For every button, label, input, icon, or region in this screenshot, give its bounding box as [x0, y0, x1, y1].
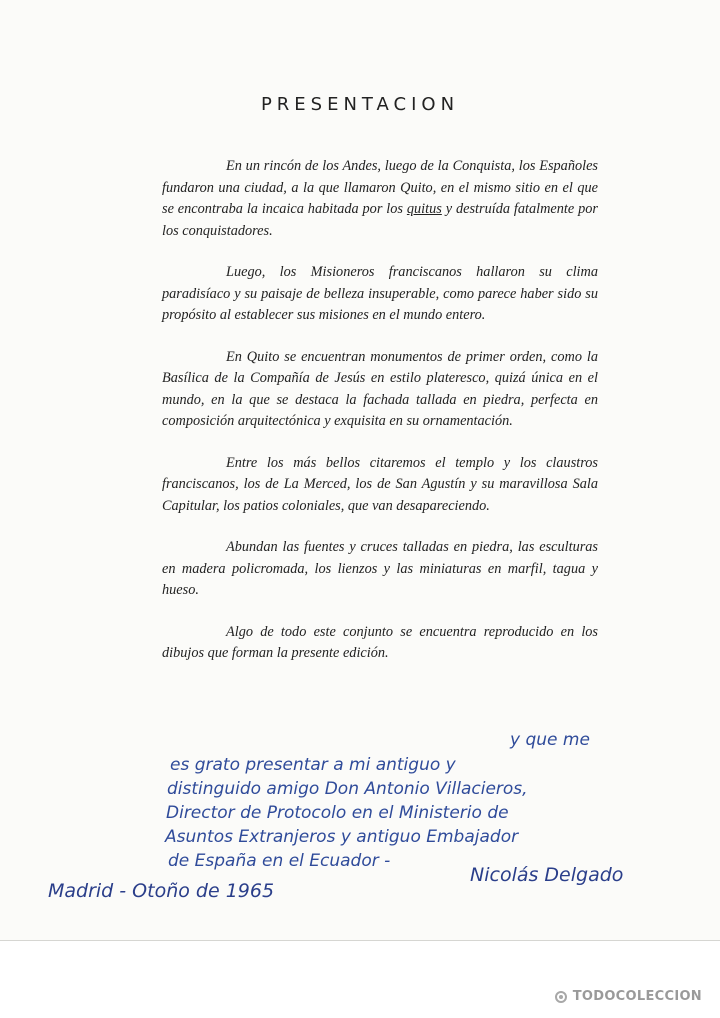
paragraph-1-text-a: En un rincón de los Andes, luego de la Conquista, los Españoles fundaron una ciudad, a la que llamaron Quito, en el mismo sitio en el que se encontraba la incaica habitada por los	[162, 158, 598, 217]
paragraph-2: Luego, los Misioneros franciscanos hallaron su clima paradisíaco y su paisaje de belleza insuperable, como parece haber sido su propósito al establecer sus misiones en el mundo entero.	[162, 264, 598, 323]
handwritten-line-5: Asuntos Extranjeros y antiguo Embajador	[165, 827, 519, 847]
handwritten-line-6: de España en el Ecuador -	[168, 851, 391, 871]
paragraph-1-text-b: y destruída fatalmente por los conquistadores.	[162, 201, 598, 239]
watermark-logo-icon	[555, 991, 567, 1003]
paragraph-5: Abundan las fuentes y cruces talladas en piedra, las esculturas en madera policromada, los lienzos y las miniaturas en marfil, tagua y hueso.	[162, 539, 598, 598]
handwritten-line-2: es grato presentar a mi antiguo y	[170, 755, 456, 775]
underlined-word-quitus: quitus	[406, 201, 442, 217]
paragraph-3: En Quito se encuentran monumentos de primer orden, como la Basílica de la Compañía de Jesús en estilo plateresco, quizá única en el mundo, en la que se destaca la fachada tallada en piedra, perfecta en composición arquitectónica y exquisita en su ornamentación.	[162, 348, 598, 429]
page-title: PRESENTACION	[260, 94, 460, 115]
handwritten-line-1: y que me	[510, 730, 590, 750]
handwritten-line-3: distinguido amigo Don Antonio Villacieros,	[167, 779, 528, 799]
handwritten-place-date: Madrid - Otoño de 1965	[48, 880, 275, 902]
paragraph-1	[162, 156, 598, 242]
paragraph-4: Entre los más bellos citaremos el templo y los claustros franciscanos, los de La Merced, los de San Agustín y su maravillosa Sala Capitular, los patios coloniales, que van desapareciendo.	[162, 454, 598, 514]
presentation-body	[162, 156, 598, 665]
watermark-text: TODOCOLECCION	[572, 989, 702, 1004]
paragraph-6: Algo de todo este conjunto se encuentra reproducido en los dibujos que forman la presente edición.	[162, 623, 598, 661]
handwritten-signature: Nicolás Delgado	[470, 864, 624, 886]
watermark	[555, 989, 702, 1004]
handwritten-line-4: Director de Protocolo en el Ministerio de	[166, 803, 509, 823]
